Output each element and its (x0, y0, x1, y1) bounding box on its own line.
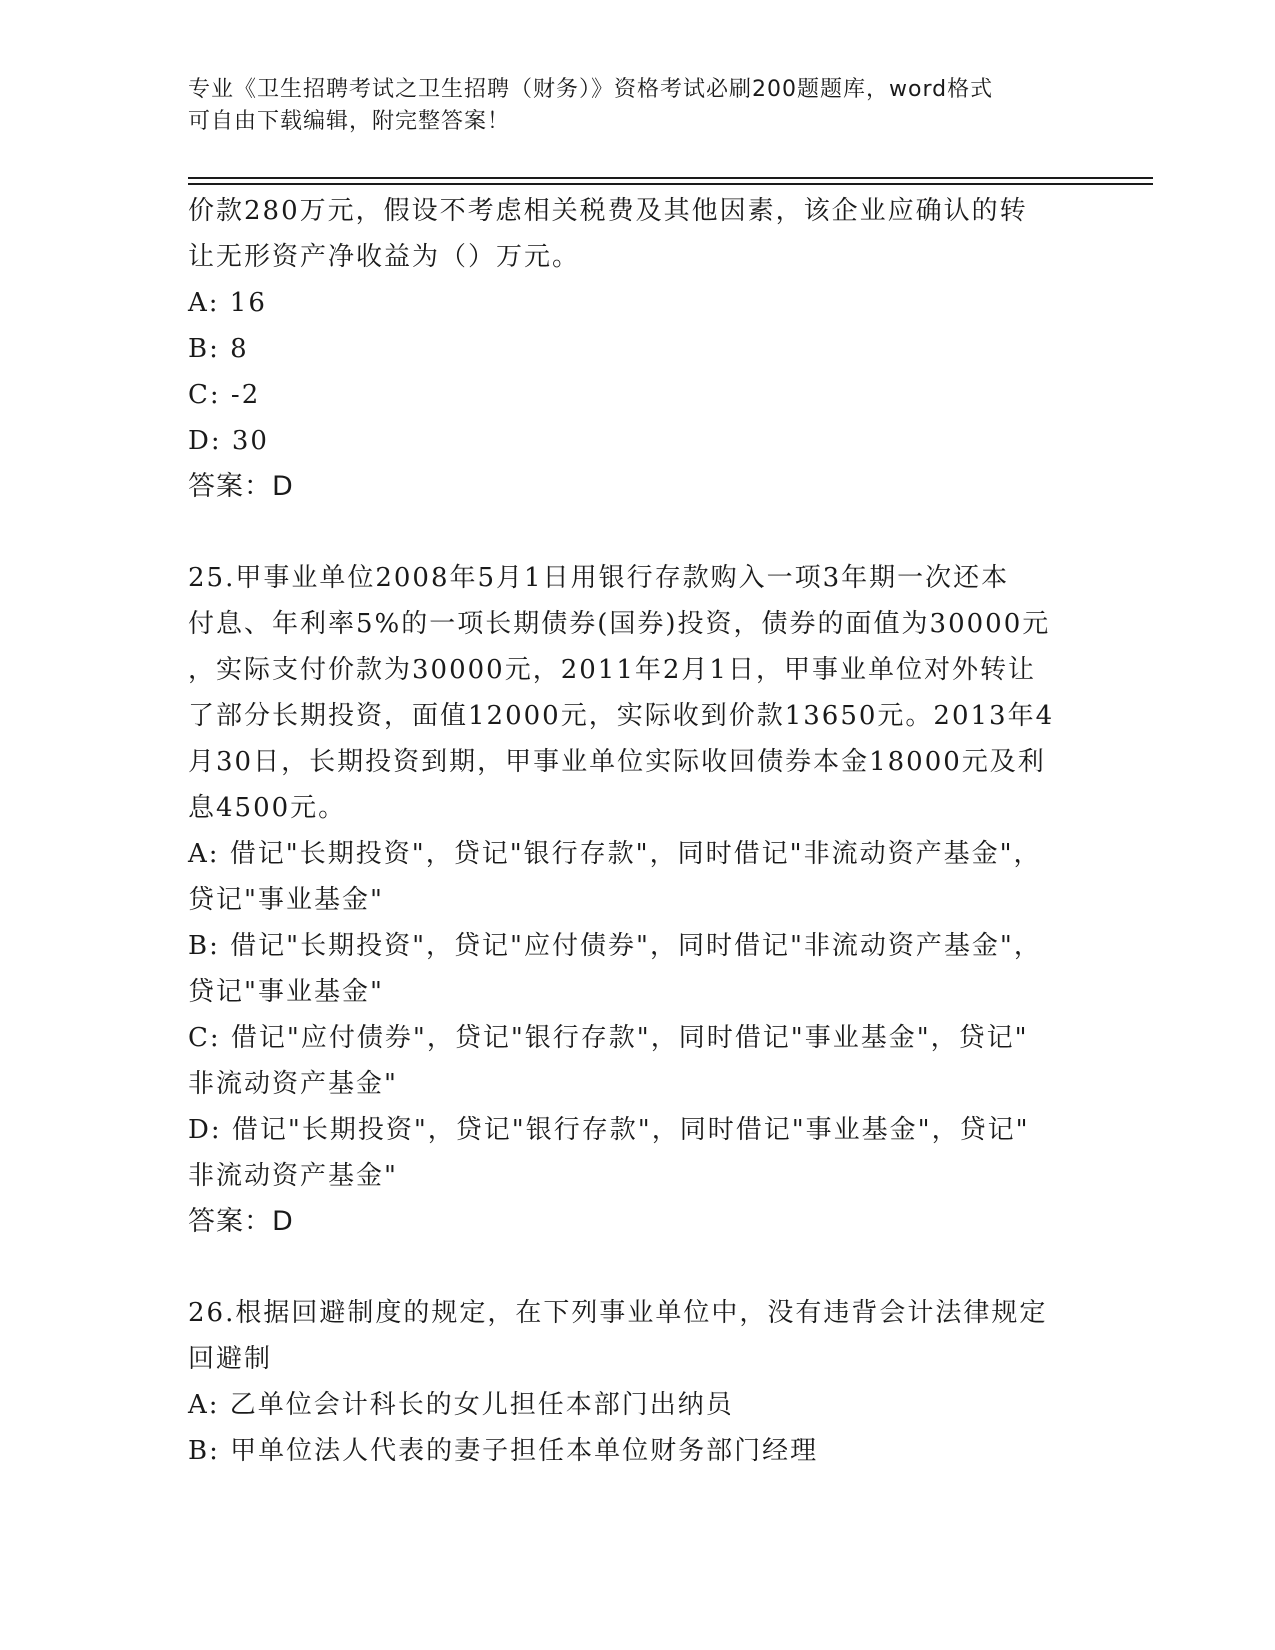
question-25-option-b-line-2: 贷记"事业基金" (188, 977, 384, 1007)
question-26-option-b: B: 甲单位法人代表的妻子担任本单位财务部门经理 (188, 1436, 819, 1466)
document-header (188, 74, 1088, 138)
question-24-option-b: B: 8 (188, 334, 249, 364)
header-divider-bottom (188, 183, 1153, 185)
question-25-stem-line-3: ，实际支付价款为30000元，2011年2月1日，甲事业单位对外转让 (188, 655, 1036, 685)
question-25-option-c-line-1: C: 借记"应付债券"，贷记"银行存款"，同时借记"事业基金"，贷记" (188, 1023, 1029, 1053)
question-24-stem-line-2: 让无形资产净收益为（）万元。 (188, 242, 581, 272)
header-line-1: 专业《卫生招聘考试之卫生招聘（财务）》资格考试必刷200题题库，word格式 (188, 77, 994, 102)
spacer (188, 510, 1108, 555)
header-line-2: 可自由下载编辑，附完整答案！ (188, 109, 511, 134)
question-25-option-a-line-1: A: 借记"长期投资"，贷记"银行存款"，同时借记"非流动资产基金"， (188, 839, 1042, 869)
question-26-stem-line-2: 回避制 (188, 1344, 273, 1374)
question-26-option-a: A: 乙单位会计科长的女儿担任本部门出纳员 (188, 1390, 734, 1420)
question-25-option-b-line-1: B: 借记"长期投资"，贷记"应付债券"，同时借记"非流动资产基金"， (188, 931, 1042, 961)
question-25-option-d-line-1: D: 借记"长期投资"，贷记"银行存款"，同时借记"事业基金"，贷记" (188, 1115, 1030, 1145)
question-25-stem-line-1: 25.甲事业单位2008年5月1日用银行存款购入一项3年期一次还本 (188, 563, 1010, 593)
question-25-answer: 答案：D (188, 1206, 294, 1237)
question-25-option-c-line-2: 非流动资产基金" (188, 1069, 398, 1099)
question-25-option-d-line-2: 非流动资产基金" (188, 1161, 398, 1191)
question-25-stem-line-2: 付息、年利率5%的一项长期债券(国券)投资，债券的面值为30000元 (188, 609, 1051, 639)
question-25-stem-line-6: 息4500元。 (188, 793, 347, 823)
question-26 (188, 1290, 1108, 1474)
question-24-option-a: A: 16 (188, 288, 267, 318)
question-24-option-c: C: -2 (188, 380, 261, 410)
question-25-stem-line-4: 了部分长期投资，面值12000元，实际收到价款13650元。2013年4 (188, 701, 1055, 731)
question-25 (188, 555, 1108, 1245)
question-26-stem-line-1: 26.根据回避制度的规定，在下列事业单位中，没有违背会计法律规定 (188, 1298, 1048, 1328)
question-24 (188, 188, 1108, 510)
header-divider-top (188, 177, 1153, 179)
question-24-option-d: D: 30 (188, 426, 269, 456)
spacer (188, 1245, 1108, 1290)
question-25-option-a-line-2: 贷记"事业基金" (188, 885, 384, 915)
question-24-stem-line-1: 价款280万元，假设不考虑相关税费及其他因素，该企业应确认的转 (188, 196, 1028, 226)
question-list (188, 188, 1108, 1474)
question-25-stem-line-5: 月30日，长期投资到期，甲事业单位实际收回债券本金18000元及利 (188, 747, 1046, 777)
question-24-answer: 答案：D (188, 471, 294, 502)
